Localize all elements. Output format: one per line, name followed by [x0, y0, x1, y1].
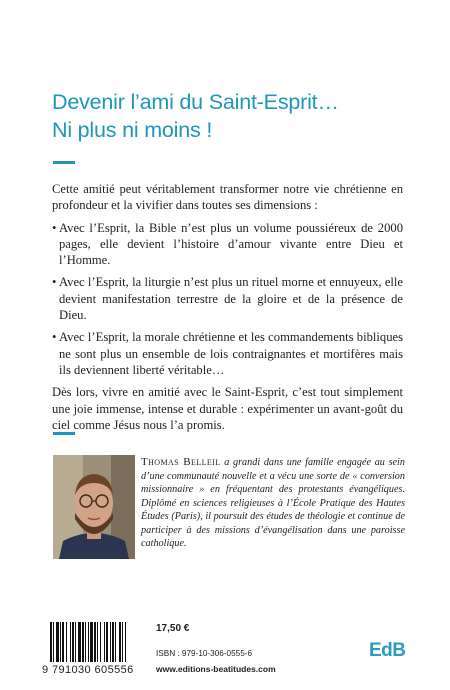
bullet-text: Avec l’Esprit, la Bible n’est plus un volume poussiéreux de 2000 pages, elle devient l’histoire d’amour vivante entre Dieu et l’Homme. [59, 220, 403, 268]
conclusion-paragraph: Dès lors, vivre en amitié avec le Saint-Esprit, c’est tout simplement une joie immense, intense et durable : expérimenter un avant-goût du ciel comme Jésus nous l’a promis. [52, 385, 403, 432]
back-cover-title [52, 88, 412, 144]
title-line-2: Ni plus ni moins ! [52, 118, 213, 142]
barcode-bar [56, 622, 59, 662]
author-bio-text: a grandi dans une famille engagée au sein d’une communauté nouvelle et a vécu une sorte de « conversion missionnaire » en fréquentant des protestants évangéliques. Diplômé en sciences religieuses à l’École Pratique des Hautes Études (Paris), il poursuit des études de théologie et continue de participer à des missions d’évangélisation dans une paroisse catholique. [141, 457, 405, 549]
barcode-bar [50, 622, 52, 662]
bullet-marker: • [52, 220, 57, 235]
barcode-bar [115, 622, 116, 662]
barcode-bar [94, 622, 96, 662]
accent-rule-bottom [53, 432, 75, 435]
bullet-item [52, 329, 403, 378]
bullet-marker: • [52, 275, 57, 290]
barcode-bar [119, 622, 121, 662]
bullet-text: Avec l’Esprit, la morale chrétienne et les commandements bibliques ne sont plus un ensemble de lois contraignantes et mortifères mais ils deviennent liberté véritable… [59, 330, 403, 377]
barcode-bar [75, 622, 76, 662]
accent-rule-top [53, 161, 75, 164]
barcode-bar [90, 622, 93, 662]
barcode-bar [66, 622, 67, 662]
barcode-bar [62, 622, 64, 662]
bullet-item [52, 220, 403, 269]
barcode-bar [110, 622, 111, 662]
title-line-1: Devenir l’ami du Saint-Esprit… [52, 90, 339, 114]
author-bio [141, 456, 405, 551]
bullet-text: Avec l’Esprit, la liturgie n’est plus un rituel morne et ennuyeux, elle devient manifestation terrestre de la gloire et de la présence de Dieu. [59, 275, 403, 323]
bullet-list [52, 220, 403, 379]
barcode-bar [72, 622, 74, 662]
barcode-bar [78, 622, 81, 662]
website: www.editions-beatitudes.com [156, 664, 276, 674]
author-photo [53, 455, 135, 559]
bullet-marker: • [52, 330, 57, 345]
isbn: ISBN : 979-10-306-0555-6 [156, 649, 253, 658]
author-name: Thomas Belleil [141, 456, 221, 468]
barcode-bar [112, 622, 114, 662]
barcode-bar [70, 622, 71, 662]
publisher-logo: EdB [369, 640, 406, 661]
barcode-bar [85, 622, 86, 662]
barcode-bar [53, 622, 54, 662]
barcode-bar [106, 622, 108, 662]
price: 17,50 € [156, 623, 190, 634]
barcode-bar [60, 622, 61, 662]
bullet-item [52, 274, 403, 323]
barcode-bar [88, 622, 89, 662]
barcode-bar [100, 622, 101, 662]
barcode-bar [97, 622, 98, 662]
intro-paragraph: Cette amitié peut véritablement transformer notre vie chrétienne en profondeur et la vivifier dans toutes ses dimensions : [52, 182, 403, 213]
barcode-digits: 9 791030 605556 [42, 664, 134, 676]
barcode-bar [104, 622, 105, 662]
barcode-bar [125, 622, 126, 662]
barcode-bar [122, 622, 123, 662]
barcode-bar [82, 622, 84, 662]
blurb-text [52, 181, 403, 433]
